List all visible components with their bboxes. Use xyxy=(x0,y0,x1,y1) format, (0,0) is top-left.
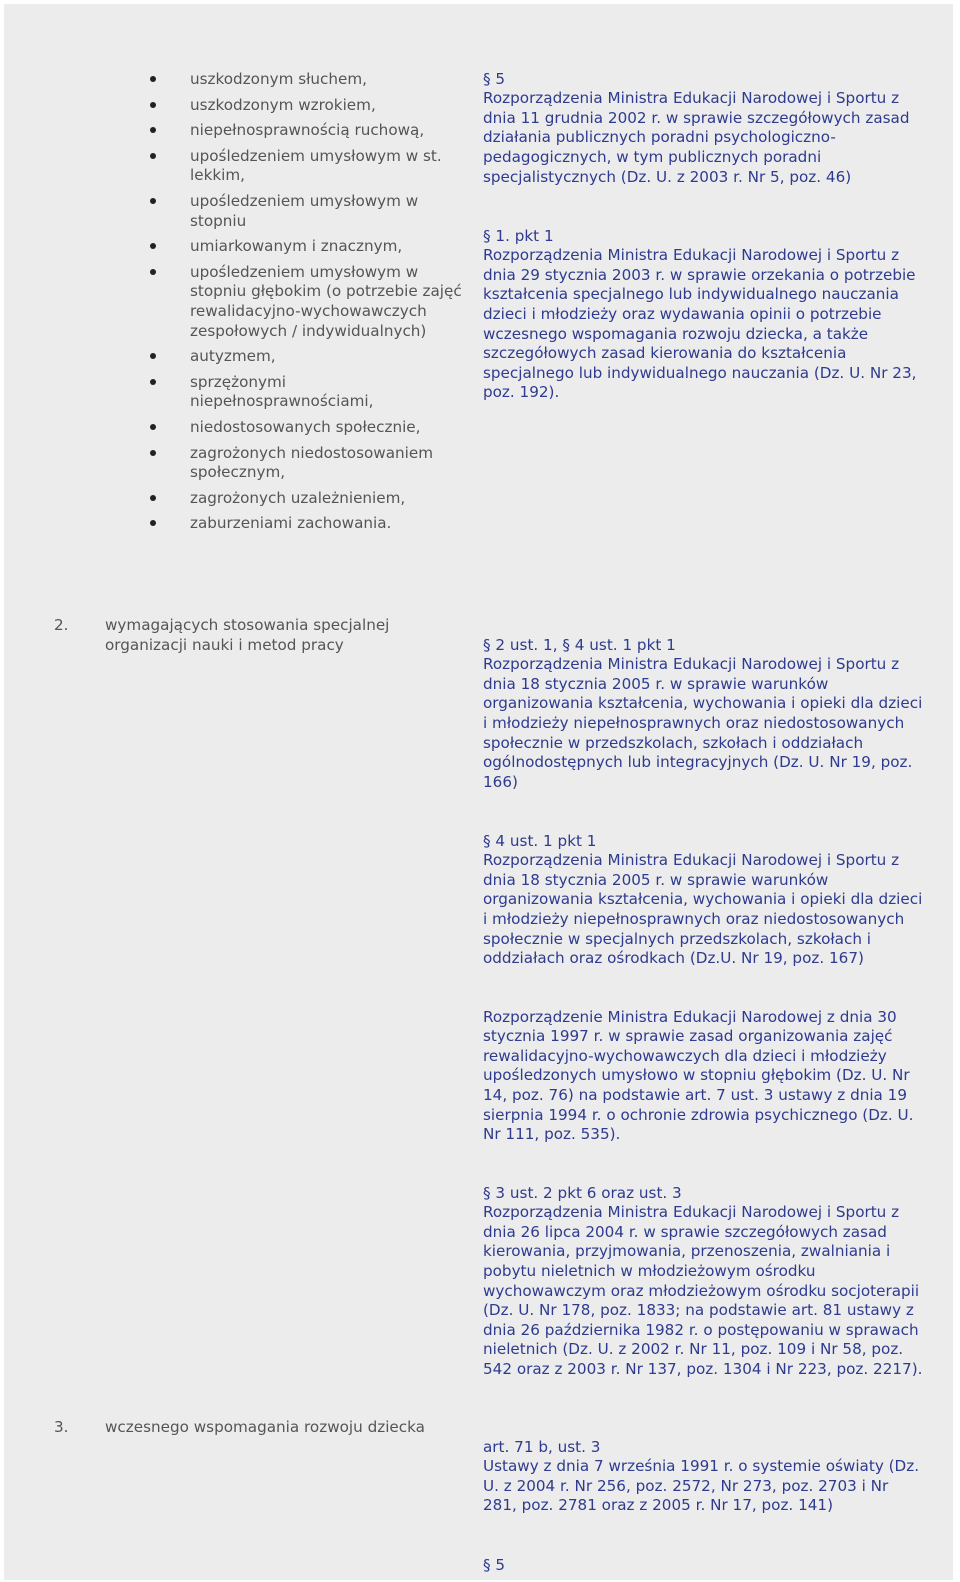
reference-block-6 xyxy=(483,1164,923,1380)
reference-link[interactable]: art. 71 b, ust. 3 xyxy=(483,1437,601,1456)
reference-block-5 xyxy=(483,988,923,1145)
regulation-description: w sprawie szczegółowych zasad działania publicznych poradni psychologiczno-pedagogicznych, w tym publicznych poradni specjalistycznych (Dz. U. z 2003 r. Nr 5, poz. 46) xyxy=(483,108,910,186)
regulation-description: w sprawie warunków organizowania kształcenia, wychowania i opieki dla dzieci i młodzieży niepełnosprawnych oraz niedostosowanych społecznie w przedszkolach, szkołach i oddziałach ogólnodostępnych lub integracyjnych (Dz. U. Nr 19, poz. 166) xyxy=(483,674,923,791)
reference-block-2 xyxy=(483,207,923,403)
item-label: wymagających stosowania specjalnej organizacji nauki i metod pracy xyxy=(105,616,390,654)
reference-block-3 xyxy=(483,616,923,792)
bullet-list-item: uszkodzonym wzrokiem, xyxy=(190,96,470,116)
bullet-list-item: zagrożonych uzależnieniem, xyxy=(190,489,470,509)
item-label: wczesnego wspomagania rozwoju dziecka xyxy=(105,1418,425,1436)
document-page xyxy=(4,4,953,1580)
disability-bullet-list xyxy=(190,70,470,534)
reference-link[interactable]: § 5 xyxy=(483,1555,506,1574)
bullet-list-item: upośledzeniem umysłowym w st. lekkim, xyxy=(190,147,470,186)
bullet-list-item: sprzężonymi niepełnosprawnościami, xyxy=(190,373,470,412)
item-number: 3. xyxy=(54,1418,69,1436)
regulation-title-link[interactable]: Rozporządzenia Ministra Edukacji Narodowej i Sportu z dnia 11 grudnia 2002 r. xyxy=(483,89,900,127)
regulation-title-link[interactable]: Rozporządzenia Ministra Edukacji Narodowej i Sportu z dnia 18 stycznia 2005 r. xyxy=(483,655,900,693)
law-description: o systemie oświaty (Dz. U. z 2004 r. Nr 256, poz. 2572, Nr 273, poz. 2703 i Nr 281, poz. 2781 oraz z 2005 r. Nr 17, poz. 141) xyxy=(483,1457,920,1515)
reference-link[interactable]: § 2 ust. 1, § 4 ust. 1 pkt 1 xyxy=(483,635,676,654)
regulation-description: w sprawie warunków organizowania kształcenia, wychowania i opieki dla dzieci i młodzieży niepełnosprawnych oraz niedostosowanych społecznie w specjalnych przedszkolach, szkołach i oddziałach oraz ośrodkach (Dz.U. Nr 19, poz. 167) xyxy=(483,870,923,968)
reference-link[interactable]: § 1. pkt 1 xyxy=(483,226,554,245)
bullet-list-item: zagrożonych niedostosowaniem społecznym, xyxy=(190,444,470,483)
reference-link[interactable]: § 3 ust. 2 pkt 6 oraz ust. 3 xyxy=(483,1183,682,1202)
bullet-list-item: autyzmem, xyxy=(190,347,470,367)
regulation-description: w sprawie szczegółowych zasad kierowania, przyjmowania, przenoszenia, zwalniania i pobytu nieletnich w młodzieżowym ośrodku wychowawczym oraz młodzieżowym ośrodku socjoterapii (Dz. U. Nr 178, poz. 1833; na podstawie art. 81 ustawy z dnia 26 października 1982 r. o postępowaniu w sprawach nieletnich (Dz. U. z 2002 r. Nr 11, poz. 109 i Nr 58, poz. 542 oraz z 2003 r. Nr 137, poz. 1304 i Nr 223, poz. 2217). xyxy=(483,1222,923,1378)
bullet-list-item: umiarkowanym i znacznym, xyxy=(190,237,470,257)
regulation-description: w sprawie zasad organizowania zajęć rewalidacyjno-wychowawczych dla dzieci i młodzieży upośledzonych umysłowo w stopniu głębokim (Dz. U. Nr 14, poz. 76) na podstawie art. 7 ust. 3 ustawy z dnia 19 sierpnia 1994 r. o ochronie zdrowia psychicznego (Dz. U. Nr 111, poz. 535). xyxy=(483,1027,914,1144)
bullet-list-item: uszkodzonym słuchem, xyxy=(190,70,470,90)
reference-link[interactable]: § 5 xyxy=(483,69,506,88)
law-title-link[interactable]: Ustawy z dnia 7 września 1991 r. xyxy=(483,1457,734,1476)
reference-block-8 xyxy=(483,1536,923,1575)
regulation-title-link[interactable]: Rozporządzenia Ministra Edukacji Narodowej i Sportu z dnia 18 stycznia 2005 r. xyxy=(483,851,900,889)
reference-block-1 xyxy=(483,50,923,187)
reference-block-4 xyxy=(483,812,923,969)
regulation-title-link[interactable]: Rozporządzenia Ministra Edukacji Narodowej i Sportu z dnia 29 stycznia 2003 r. xyxy=(483,246,900,284)
reference-link[interactable]: § 4 ust. 1 pkt 1 xyxy=(483,831,597,850)
bullet-list-item: niedostosowanych społecznie, xyxy=(190,418,470,438)
bullet-list-item: upośledzeniem umysłowym w stopniu głębokim (o potrzebie zajęć rewalidacyjno-wychowawczych zespołowych / indywidualnych) xyxy=(190,263,470,341)
item-number: 2. xyxy=(54,616,69,634)
regulation-title-link[interactable]: Rozporządzenia Ministra Edukacji Narodowej i Sportu z dnia 26 lipca 2004 r. xyxy=(483,1203,900,1241)
bullet-list-item: zaburzeniami zachowania. xyxy=(190,514,470,534)
reference-block-7 xyxy=(483,1418,923,1516)
bullet-list-item: upośledzeniem umysłowym w stopniu xyxy=(190,192,470,231)
regulation-description: w sprawie orzekania o potrzebie kształcenia specjalnego lub indywidualnego nauczania dzieci i młodzieży oraz wydawania opinii o potrzebie wczesnego wspomagania rozwoju dziecka, a także szczegółowych zasad kierowania do kształcenia specjalnego lub indywidualnego nauczania (Dz. U. Nr 23, poz. 192). xyxy=(483,265,917,402)
regulation-title-link[interactable]: Rozporządzenie Ministra Edukacji Narodowej z dnia 30 stycznia 1997 r. xyxy=(483,1007,897,1046)
bullet-list-item: niepełnosprawnością ruchową, xyxy=(190,121,470,141)
